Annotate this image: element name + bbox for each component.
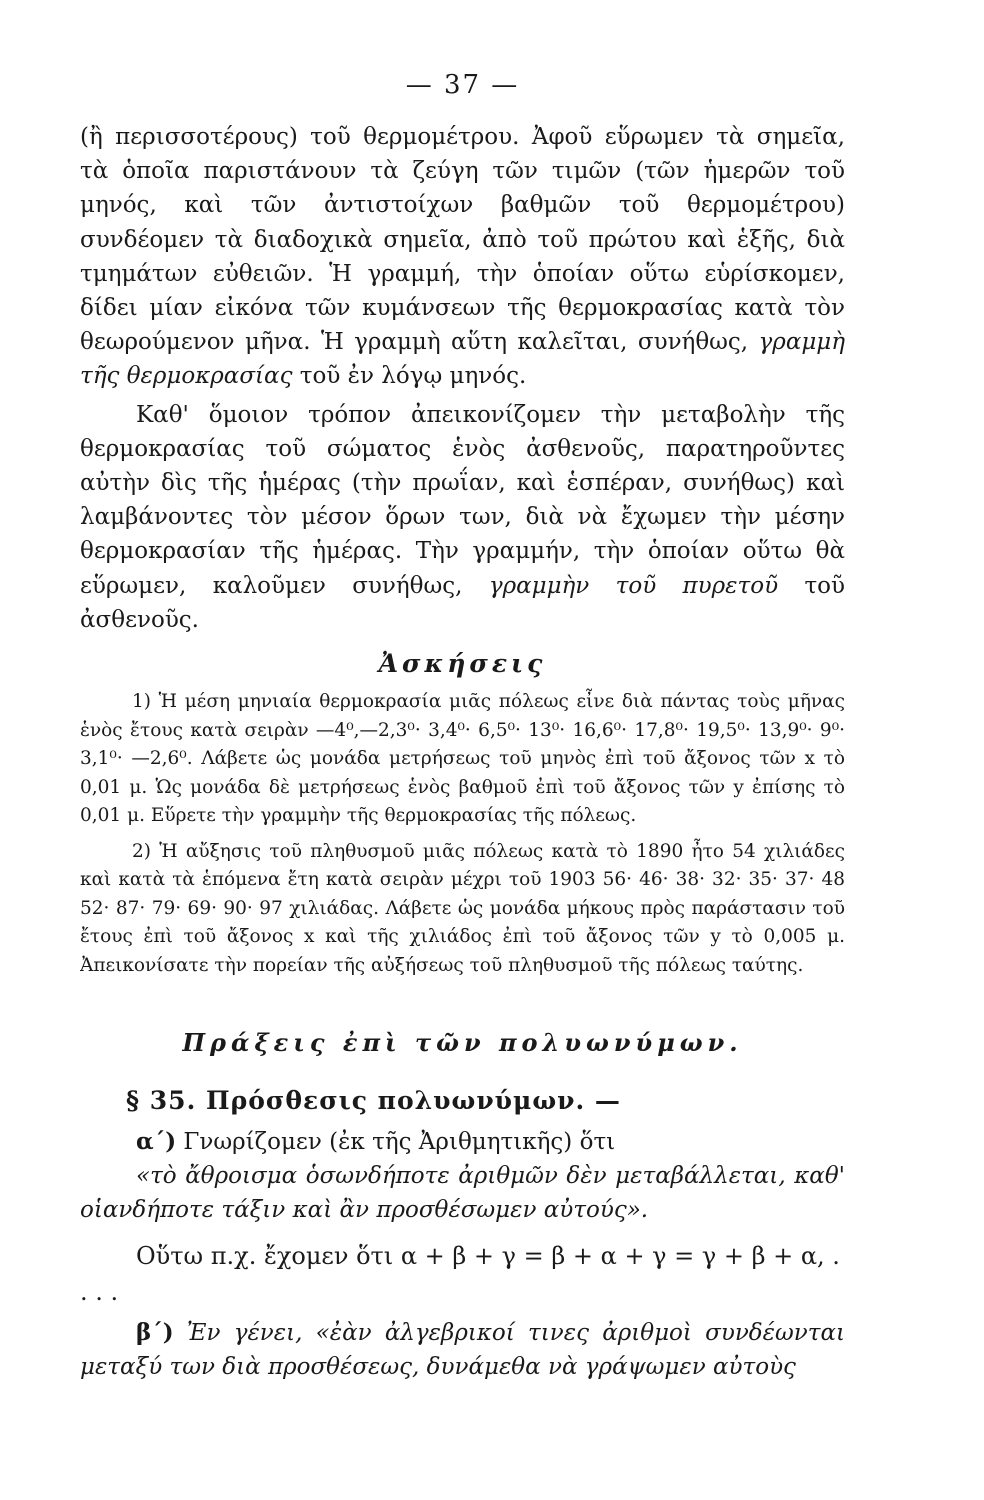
- quote-sum-rule: «τὸ ἄθροισμα ὁσωνδήποτε ἀριθμῶν δὲν μεταβάλλεται, καθ' οἱανδήποτε τάξιν καὶ ἂν προσθέσωμεν αὐτούς».: [80, 1163, 845, 1224]
- section-heading: Πράξεις ἐπὶ τῶν πολυωνύμων.: [182, 1028, 743, 1058]
- paragraph-text: Γνωρίζομεν (ἐκ τῆς Ἀριθμητικῆς) ὅτι: [183, 1129, 616, 1156]
- paragraph-text: Ἡ γραμμὴ αὕτη καλεῖται, συνήθως,: [320, 329, 749, 356]
- paragraph-text: Καθ' ὅμοιον τρόπον ἀπεικονίζομεν τὴν μεταβολὴν τῆς θερμοκρασίας τοῦ σώματος ἑνὸς ἀσθενοῦς, παρατηροῦντες αὐτὴν δὶς τῆς ἡμέρας (τὴν πρωΐαν, καὶ ἑσπέραν, συνήθως) καὶ λαμβάνοντες τὸν μέσον ὅρων των, διὰ νὰ ἔχωμεν τὴν μέσην θερμοκρασίαν τῆς ἡμέρας. Τὴν γραμμήν, τὴν ὁποίαν οὕτω θὰ εὕρωμεν, καλοῦμεν συνήθως,: [80, 401, 845, 599]
- italic-term: γραμμὴν τοῦ πυρετοῦ: [488, 572, 779, 599]
- exercises-heading: Ἀσκήσεις: [378, 649, 547, 679]
- paragraph-text: τοῦ ἀσθενοῦς.: [80, 572, 845, 633]
- paragraph-text: τοῦ ἐν λόγῳ μηνός.: [299, 363, 527, 390]
- paragraph-alpha: [80, 1125, 845, 1159]
- paragraph-text: (ἢ περισσοτέρους) τοῦ θερμομέτρου. Ἀφοῦ εὕρωμεν τὰ σημεῖα, τὰ ὁποῖα παριστάνουν τὰ ζεύγη τῶν τιμῶν (τῶν ἡμερῶν τοῦ μηνός, καὶ τῶν ἀντιστοίχων βαθμῶν τοῦ θερμομέτρου) συνδέομεν τὰ διαδοχικὰ σημεῖα, ἀπὸ τοῦ πρώτου καὶ ἑξῆς, διὰ τμημάτων εὐθειῶν. Ἡ γραμμή, τὴν ὁποίαν οὕτω εὑρίσκομεν, δίδει μίαν εἰκόνα τῶν κυμάνσεων τῆς θερμοκρασίας κατὰ τὸν θεωρούμενον μῆνα.: [80, 124, 845, 356]
- formula-commutative: Οὕτω π.χ. ἔχομεν ὅτι α + β + γ = β + α + γ = γ + β + α, . . . .: [80, 1241, 840, 1306]
- paragraph-beta: [80, 1316, 845, 1384]
- paragraph-fever-curve: [80, 398, 845, 637]
- paragraph-text: Ἐν γένει, «ἐὰν ἀλγεβρικοί τινες ἀριθμοὶ συνδέωνται μεταξύ των διὰ προσθέσεως, δυνάμεθα νὰ γράψωμεν αὐτοὺς: [80, 1319, 845, 1380]
- page-number: — 37 —: [405, 70, 520, 100]
- italic-term: γραμμὴ τῆς θερμοκρασίας: [80, 329, 845, 390]
- paragraph-thermometer-curve: [80, 120, 845, 394]
- section-number: § 35.: [126, 1086, 197, 1116]
- book-page: [80, 70, 845, 1490]
- item-label-alpha: α΄): [136, 1128, 177, 1156]
- exercise-1: 1) Ἡ μέση μηνιαία θερμοκρασία μιᾶς πόλεως εἶνε διὰ πάντας τοὺς μῆνας ἑνὸς ἔτους κατὰ σειρὰν —4⁰,—2,3⁰· 3,4⁰· 6,5⁰· 13⁰· 16,6⁰· 17,8⁰· 19,5⁰· 13,9⁰· 9⁰· 3,1⁰· —2,6⁰. Λάβετε ὡς μονάδα μετρήσεως τοῦ μηνὸς ἐπὶ τοῦ ἄξονος τῶν x τὸ 0,01 μ. Ὡς μονάδα δὲ μετρήσεως ἑνὸς βαθμοῦ ἐπὶ τοῦ ἄξονος τῶν y ἐπίσης τὸ 0,01 μ. Εὕρετε τὴν γραμμὴν τῆς θερμοκρασίας τῆς πόλεως.: [80, 691, 845, 827]
- section-title: [80, 1083, 845, 1119]
- item-label-beta: β΄): [136, 1318, 174, 1346]
- section-title-text: Πρόσθεσις πολυωνύμων. —: [206, 1086, 621, 1116]
- exercise-2: 2) Ἡ αὔξησις τοῦ πληθυσμοῦ μιᾶς πόλεως κατὰ τὸ 1890 ἦτο 54 χιλιάδες καὶ κατὰ τὰ ἑπόμενα ἔτη κατὰ σειρὰν μέχρι τοῦ 1903 56· 46· 38· 32· 35· 37· 48 52· 87· 79· 69· 90· 97 χιλιάδας. Λάβετε ὡς μονάδα μήκους πρὸς παράστασιν τοῦ ἔτους ἐπὶ τοῦ ἄξονος x καὶ τῆς χιλιάδος ἐπὶ τοῦ ἄξονος τῶν y τὸ 0,005 μ. Ἀπεικονίσατε τὴν πορείαν τῆς αὐξήσεως τοῦ πληθυσμοῦ τῆς πόλεως ταύτης.: [80, 840, 845, 976]
